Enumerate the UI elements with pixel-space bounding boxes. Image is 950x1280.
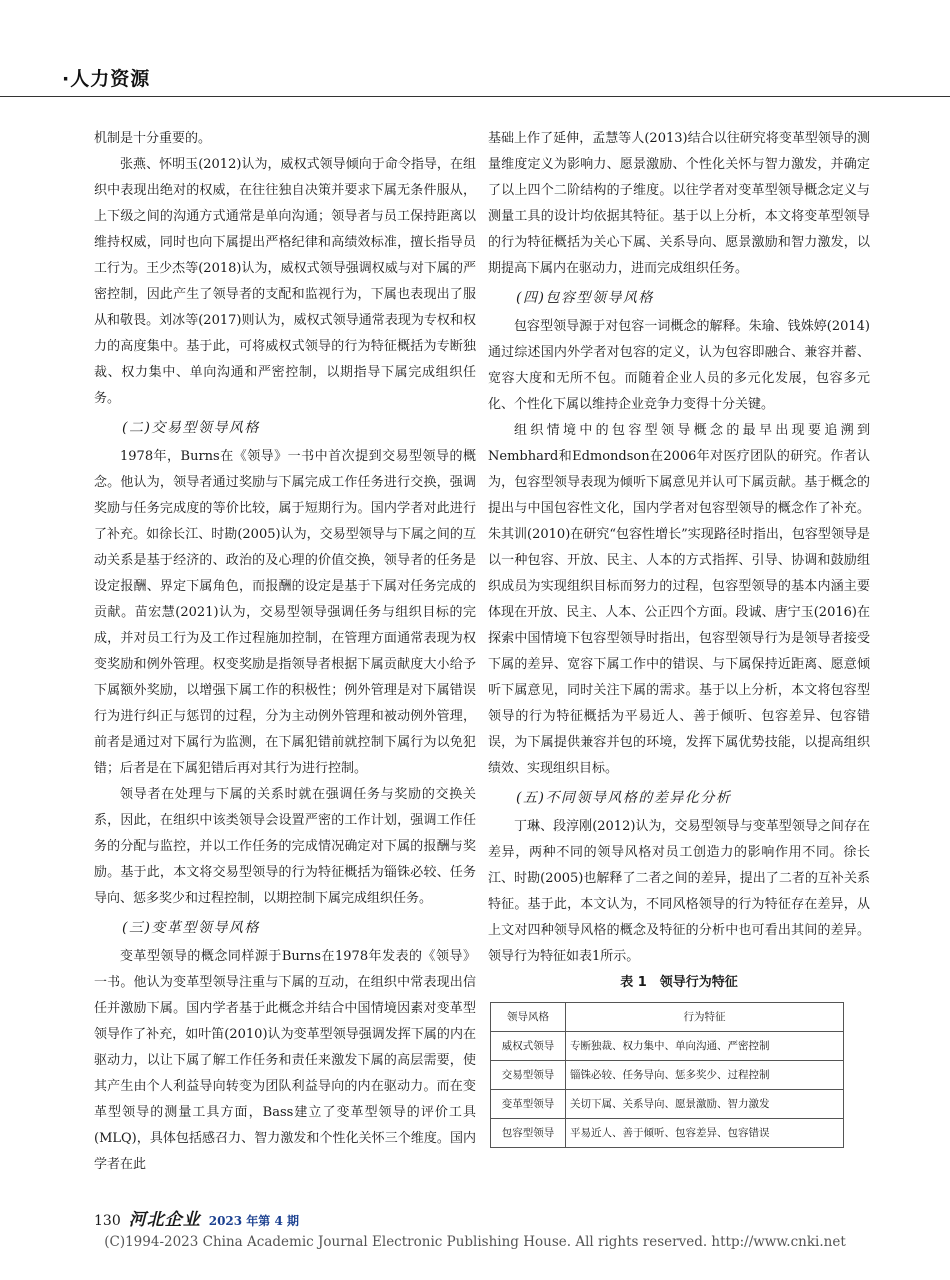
page-number: 130 bbox=[94, 1213, 121, 1229]
table-header-cell: 领导风格 bbox=[491, 1003, 566, 1032]
table-cell: 锱铢必较、任务导向、惩多奖少、过程控制 bbox=[566, 1061, 844, 1090]
paragraph: 领导者在处理与下属的关系时就在强调任务与奖励的交换关系，因此，在组织中该类领导会设置严密的工作计划，强调工作任务的分配与监控，并以工作任务的完成情况确定对下属的报酬与奖励。基于此，本文将交易型领导的行为特征概括为锱铢必较、任务导向、惩多奖少和过程控制，以期控制下属完成组织任务。 bbox=[94, 787, 476, 906]
paragraph: 基础上作了延伸，孟慧等人(2013)结合以往研究将变革型领导的测量维度定义为影响力、愿景激励、个性化关怀与智力激发，并确定了以上四个二阶结构的子维度。以往学者对变革型领导概念定义与测量工具的设计均依据其特征。基于以上分析，本文将变革型领导的行为特征概括为关心下属、关系导向、愿景激励和智力激发，以期提高下属内在驱动力，进而完成组织任务。 bbox=[488, 131, 870, 276]
table-header-cell: 行为特征 bbox=[566, 1003, 844, 1032]
page-footer bbox=[94, 1205, 299, 1229]
paragraph: 丁琳、段淳刚(2012)认为，交易型领导与变革型领导之间存在差异，两种不同的领导风格对员工创造力的影响作用不同。徐长江、时勘(2005)也解释了二者之间的差异，提出了二者的互补关系特征。基于此，本文认为，不同风格领导的行为特征存在差异，从上文对四种领导风格的概念及特征的分析中也可看出其间的差异。领导行为特征如表1所示。 bbox=[488, 819, 870, 964]
table-row bbox=[491, 1119, 844, 1148]
paragraph: 包容型领导源于对包容一词概念的解释。朱瑜、钱姝婷(2014)通过综述国内外学者对包容的定义，认为包容即融合、兼容并蓄、宽容大度和无所不包。而随着企业人员的多元化发展，包容多元化、个性化下属以维持企业竞争力变得十分关键。 bbox=[488, 319, 870, 412]
table-cell: 专断独裁、权力集中、单向沟通、严密控制 bbox=[566, 1032, 844, 1061]
paragraph: 变革型领导的概念同样源于Burns在1978年发表的《领导》一书。他认为变革型领导注重与下属的互动，在组织中常表现出信任并激励下属。国内学者基于此概念并结合中国情境因素对变革型领导作了补充，如叶笛(2010)认为变革型领导强调发挥下属的内在驱动力，以让下属了解工作任务和责任来激发下属的高层需要，使其产生由个人利益导向转变为团队利益导向的内在驱动力。而在变革型领导的测量工具方面，Bass建立了变革型领导的评价工具(MLQ)，具体包括感召力、智力激发和个性化关怀三个维度。国内学者在此 bbox=[94, 949, 476, 1172]
table-row bbox=[491, 1032, 844, 1061]
header-divider bbox=[0, 96, 950, 97]
table-caption: 表 1 领导行为特征 bbox=[620, 975, 738, 990]
section-heading: (二)交易型领导风格 bbox=[122, 420, 260, 436]
section-heading: (五)不同领导风格的差异化分析 bbox=[516, 790, 732, 806]
copyright-notice: (C)1994-2023 China Academic Journal Electronic Publishing House. All rights reserved. http://www.cnki.net bbox=[104, 1234, 846, 1250]
issue-label: 2023 年第 4 期 bbox=[208, 1214, 300, 1228]
table-cell: 包容型领导 bbox=[491, 1119, 566, 1148]
magazine-logo: 河北企业 bbox=[128, 1210, 201, 1230]
table-row bbox=[491, 1061, 844, 1090]
table-cell: 关切下属、关系导向、愿景激励、智力激发 bbox=[566, 1090, 844, 1119]
section-heading: (四)包容型领导风格 bbox=[516, 290, 654, 306]
table-cell: 平易近人、善于倾听、包容差异、包容错误 bbox=[566, 1119, 844, 1148]
table-header-row bbox=[491, 1003, 844, 1032]
paragraph: 组织情境中的包容型领导概念的最早出现要追溯到Nembhard和Edmondson在2006年对医疗团队的研究。作者认为，包容型领导表现为倾听下属意见并认可下属贡献。基于概念的提出与中国包容性文化，国内学者对包容型领导的概念作了补充。朱其训(2010)在研究“包容性增长”实现路径时指出，包容型领导是以一种包容、开放、民主、人本的方式指挥、引导、协调和鼓励组织成员为实现组织目标而努力的过程，包容型领导的基本内涵主要体现在开放、民主、人本、公正四个方面。段诚、唐宁玉(2016)在探索中国情境下包容型领导时指出，包容型领导行为是领导者接受下属的差异、宽容下属工作中的错误、与下属保持近距离、愿意倾听下属意见，同时关注下属的需求。基于以上分析，本文将包容型领导的行为特征概括为平易近人、善于倾听、包容差异、包容错误，为下属提供兼容并包的环境，发挥下属优势技能，以提高组织绩效、实现组织目标。 bbox=[488, 423, 870, 776]
table-cell: 威权式领导 bbox=[491, 1032, 566, 1061]
paragraph: 1978年，Burns在《领导》一书中首次提到交易型领导的概念。他认为，领导者通过奖励与下属完成工作任务进行交换，强调奖励与任务完成度的等价比较，属于短期行为。国内学者对此进行了补充。如徐长江、时勘(2005)认为，交易型领导与下属之间的互动关系是基于经济的、政治的及心理的价值交换，领导者的任务是设定报酬、界定下属角色，而报酬的设定是基于下属对任务完成的贡献。苗宏慧(2021)认为，交易型领导强调任务与组织目标的完成，并对员工行为及工作过程施加控制，在管理方面通常表现为权变奖励和例外管理。权变奖励是指领导者根据下属贡献度大小给予下属额外奖励，以增强下属工作的积极性；例外管理是对下属错误行为进行纠正与惩罚的过程，分为主动例外管理和被动例外管理，前者是通过对下属行为监测，在下属犯错前就控制下属行为以免犯错；后者是在下属犯错后再对其行为进行控制。 bbox=[94, 449, 476, 776]
section-header: ·人力资源 bbox=[62, 68, 151, 90]
paragraph: 张燕、怀明玉(2012)认为，威权式领导倾向于命令指导，在组织中表现出绝对的权威，在往往独自决策并要求下属无条件服从，上下级之间的沟通方式通常是单向沟通；领导者与员工保持距离以维持权威，同时也向下属提出严格纪律和高绩效标准，擅长指导员工行为。王少杰等(2018)认为，威权式领导强调权威与对下属的严密控制，因此产生了领导者的支配和监视行为，下属也表现出了服从和敬畏。刘冰等(2017)则认为，威权式领导通常表现为专权和权力的高度集中。基于此，可将威权式领导的行为特征概括为专断独裁、权力集中、单向沟通和严密控制，以期指导下属完成组织任务。 bbox=[94, 157, 476, 406]
leadership-table bbox=[490, 1002, 844, 1148]
table-cell: 变革型领导 bbox=[491, 1090, 566, 1119]
paragraph: 机制是十分重要的。 bbox=[94, 131, 212, 146]
table-row bbox=[491, 1090, 844, 1119]
table-cell: 交易型领导 bbox=[491, 1061, 566, 1090]
right-column bbox=[488, 126, 870, 1148]
left-column bbox=[94, 126, 476, 1178]
section-heading: (三)变革型领导风格 bbox=[122, 920, 260, 936]
